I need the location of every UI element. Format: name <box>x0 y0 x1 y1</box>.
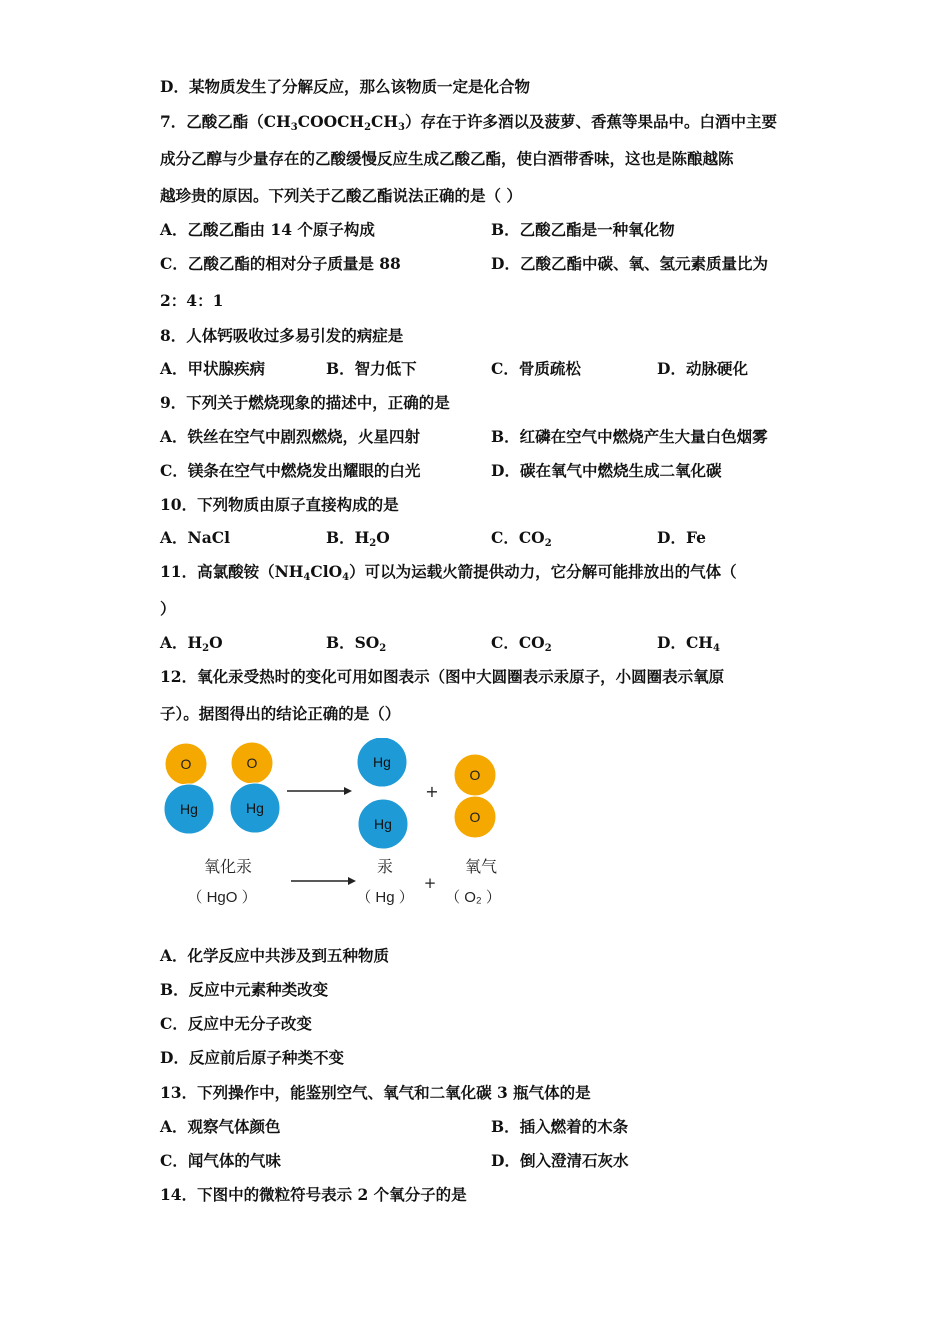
q7-option-a: A．乙酸乙酯由 14 个原子构成 <box>160 220 375 239</box>
q7-stem-line3: 越珍贵的原因。下列关于乙酸乙酯说法正确的是（ ） <box>160 186 522 205</box>
q14-stem: 14．下图中的微粒符号表示 2 个氧分子的是 <box>160 1185 467 1204</box>
q7-option-c: C．乙酸乙酯的相对分子质量是 88 <box>160 254 401 273</box>
q10-option-d: D．Fe <box>657 528 706 547</box>
q12-stem-line2: 子）。据图得出的结论正确的是（） <box>160 704 401 723</box>
mercury-oxide-decomposition-diagram <box>160 738 520 923</box>
q8-stem: 8．人体钙吸收过多易引发的病症是 <box>160 326 404 345</box>
q8-option-a: A．甲状腺疾病 <box>160 359 266 378</box>
reaction-arrow-icon <box>287 787 352 795</box>
q9-option-d: D．碳在氧气中燃烧生成二氧化碳 <box>491 461 722 480</box>
plus-sign: + <box>425 782 439 801</box>
caption-oxygen: 氧气 <box>464 857 498 876</box>
q11-stem: 11．高氯酸铵$(NH_4ClO_4)$可以为运载火箭提供动力，它分解可能排放出的气体（ <box>160 562 737 583</box>
q7-option-d: D．乙酸乙酯中碳、氧、氢元素质量比为 <box>491 254 768 273</box>
q7-option-d-cont: 2：4：1 <box>160 291 224 310</box>
mercury-atom-label: Hg <box>374 816 392 832</box>
q12-option-d: D．反应前后原子种类不变 <box>160 1048 344 1067</box>
q8-option-d: D．动脉硬化 <box>657 359 748 378</box>
formula-mercury-oxide: （ HgO ） <box>187 889 257 906</box>
q11-option-b: B．$SO_2$ <box>326 633 387 654</box>
q9-stem: 9．下列关于燃烧现象的描述中，正确的是 <box>160 393 450 412</box>
q12-stem-line1: 12．氧化汞受热时的变化可用如图表示（图中大圆圈表示汞原子，小圆圈表示氧原 <box>160 667 725 686</box>
oxygen-atom-label: O <box>469 809 481 825</box>
q10-stem: 10．下列物质由原子直接构成的是 <box>160 495 399 514</box>
oxygen-atom-label: O <box>469 767 481 783</box>
q9-option-c: C．镁条在空气中燃烧发出耀眼的白光 <box>160 461 421 480</box>
q6-option-d: D．某物质发生了分解反应，那么该物质一定是化合物 <box>160 77 530 96</box>
q7-stem-line1: 7．乙酸乙酯$(CH_3COOCH_2CH_3)$存在于许多酒以及菠萝、香蕉等果品中。白酒中主要 <box>160 112 778 133</box>
q11-option-d: D．$CH_4$ <box>657 633 720 654</box>
q13-option-a: A．观察气体颜色 <box>160 1117 281 1136</box>
q12-option-b: B．反应中元素种类改变 <box>160 980 329 999</box>
q9-option-b: B．红磷在空气中燃烧产生大量白色烟雾 <box>491 427 768 446</box>
q8-option-c: C．骨质疏松 <box>491 359 581 378</box>
q13-option-c: C．闻气体的气味 <box>160 1151 281 1170</box>
q12-option-a: A．化学反应中共涉及到五种物质 <box>160 946 390 965</box>
formula-mercury: （ Hg ） <box>356 889 414 906</box>
reaction-arrow-icon <box>291 877 356 885</box>
q11-option-a: A．$H_2O$ <box>160 633 223 654</box>
q7-stem-line2: 成分乙醇与少量存在的乙酸缓慢反应生成乙酸乙酯，使白酒带香味，这也是陈酿越陈 <box>160 149 734 168</box>
q9-option-a: A．铁丝在空气中剧烈燃烧，火星四射 <box>160 427 421 446</box>
q13-option-b: B．插入燃着的木条 <box>491 1117 629 1136</box>
caption-mercury-oxide: 氧化汞 <box>203 857 253 876</box>
mercury-atom-label: Hg <box>180 801 198 817</box>
q12-option-c: C．反应中无分子改变 <box>160 1014 312 1033</box>
oxygen-atom-label: O <box>246 755 258 771</box>
q8-option-b: B．智力低下 <box>326 359 417 378</box>
q13-stem: 13．下列操作中，能鉴别空气、氧气和二氧化碳 3 瓶气体的是 <box>160 1083 591 1102</box>
q11-stem-cont: ） <box>160 599 176 618</box>
mercury-atom-label: Hg <box>373 754 391 770</box>
caption-mercury: 汞 <box>376 857 394 876</box>
oxygen-atom-label: O <box>180 756 192 772</box>
q10-option-b: B．$H_2O$ <box>326 528 390 549</box>
q10-option-c: C．$CO_2$ <box>491 528 552 549</box>
mercury-atom-label: Hg <box>246 800 264 816</box>
q7-option-b: B．乙酸乙酯是一种氧化物 <box>491 220 675 239</box>
formula-oxygen: （ O₂ ） <box>445 889 501 906</box>
q11-option-c: C．$CO_2$ <box>491 633 552 654</box>
q10-option-a: A．NaCl <box>160 528 230 547</box>
q13-option-d: D．倒入澄清石灰水 <box>491 1151 629 1170</box>
plus-sign: + <box>423 874 437 892</box>
